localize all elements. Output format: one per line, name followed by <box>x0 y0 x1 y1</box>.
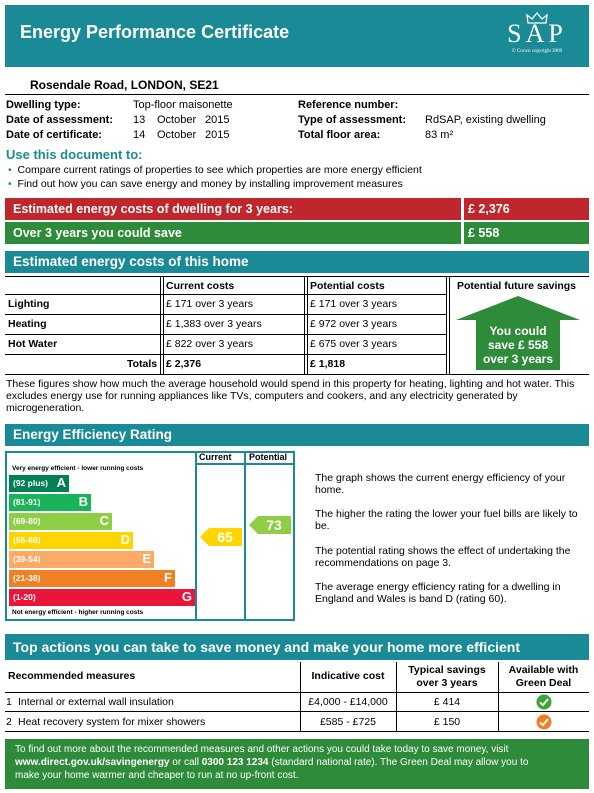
certificate-day: 14 <box>133 129 146 141</box>
table-rule <box>5 314 446 315</box>
rating-band-letter: E <box>142 551 151 566</box>
efficiency-heading: Energy Efficiency Rating <box>5 424 589 446</box>
totals-label: Totals <box>127 358 158 370</box>
rating-band-b <box>9 494 91 511</box>
certificate-month: October <box>157 129 197 141</box>
rating-band-range: (1-20) <box>13 592 36 602</box>
total-potential: £ 1,818 <box>310 358 346 370</box>
rating-band-g <box>9 589 195 606</box>
assessment-month: October <box>157 114 197 126</box>
table-rule <box>5 731 589 732</box>
rating-band-e <box>9 551 154 568</box>
row-lighting-label: Lighting <box>8 298 50 310</box>
bottom-caption: Not energy efficient - higher running costs <box>12 609 144 616</box>
savings-label: Over 3 years you could save <box>13 226 182 240</box>
logo-copyright: © Crown copyright 2009 <box>511 49 563 54</box>
rating-band-range: (81-91) <box>13 497 41 507</box>
assessment-day: 13 <box>133 114 146 126</box>
table-rule <box>5 334 446 335</box>
costs-heading: Estimated energy costs of this home <box>5 251 589 273</box>
table-rule <box>163 276 164 374</box>
col-green-deal: Available with Green Deal <box>508 664 579 689</box>
measure-1-saving: £ 414 <box>433 696 461 708</box>
rating-band-letter: D <box>120 532 130 547</box>
total-current: £ 2,376 <box>166 358 202 370</box>
hot-water-potential: £ 675 over 3 years <box>310 338 397 350</box>
estimated-costs-bar <box>5 198 589 220</box>
use-document-bullet-2: • Find out how you can save energy and money by installing improvement measures <box>8 178 403 190</box>
measure-2-number: 2 <box>6 716 12 728</box>
rating-band-letter: F <box>164 570 172 585</box>
bar-divider <box>461 222 464 244</box>
table-rule <box>307 276 308 374</box>
assessment-type-value: RdSAP, existing dwelling <box>425 114 546 126</box>
heating-current: £ 1,383 over 3 years <box>166 318 262 330</box>
page-title: Energy Performance Certificate <box>20 22 290 42</box>
col-indicative-cost: Indicative cost <box>311 670 385 682</box>
rating-band-range: (39-54) <box>13 554 41 564</box>
rating-text-1: The graph shows the current energy efficiency of your home. <box>315 472 566 496</box>
actions-heading: Top actions you can take to save money and make your home more efficient <box>5 634 589 660</box>
grid-line <box>5 619 295 621</box>
col-potential-costs: Potential costs <box>310 280 385 292</box>
rating-text-2: The higher the rating the lower your fuel bills are likely to be. <box>315 508 578 532</box>
row-hot-water-label: Hot Water <box>8 338 58 350</box>
dwelling-type-value: Top-floor maisonette <box>133 99 233 111</box>
savings-bar <box>5 222 589 244</box>
estimated-costs-label: Estimated energy costs of dwelling for 3 years: <box>13 202 293 216</box>
savingenergy-link[interactable]: www.direct.gov.uk/savingenergy <box>15 757 170 768</box>
rating-band-letter: A <box>56 475 66 490</box>
footer-info: To find out more about the recommended measures and other actions you could take today to save money, visit www.direct.gov.uk/savingenergy or call 0300 123 1234 (standard national rate). The Green Deal may allow you to make your home warmer and cheaper to run at no up-front cost. <box>5 739 589 789</box>
sap-logo <box>494 12 580 62</box>
rating-band-range: (69-80) <box>13 516 41 526</box>
rating-band-letter: B <box>78 494 88 509</box>
table-rule <box>304 276 305 374</box>
savings-value: £ 558 <box>468 226 500 240</box>
top-caption: Very energy efficient - lower running costs <box>12 465 144 472</box>
reference-label: Reference number: <box>298 99 399 111</box>
table-rule <box>446 276 447 374</box>
table-rule <box>5 354 446 355</box>
assessment-type-label: Type of assessment: <box>298 114 407 126</box>
grid-line <box>5 451 7 621</box>
rating-band-range: (55-68) <box>13 535 41 545</box>
rating-band-letter: C <box>99 513 109 528</box>
table-rule <box>5 276 589 277</box>
lighting-current: £ 171 over 3 years <box>166 298 253 310</box>
measure-1-cost: £4,000 - £14,000 <box>308 696 388 708</box>
rating-text-3: The potential rating shows the effect of undertaking the recommendations on page 3. <box>315 545 571 569</box>
col-potential-rating: Potential <box>249 452 288 462</box>
sap-logo-text: SAP <box>507 19 567 48</box>
measure-1-name: Internal or external wall insulation <box>18 696 174 708</box>
dwelling-type-label: Dwelling type: <box>6 99 81 111</box>
address-divider <box>5 94 589 95</box>
col-measures: Recommended measures <box>8 670 136 682</box>
heating-potential: £ 972 over 3 years <box>310 318 397 330</box>
property-address: Rosendale Road, LONDON, SE21 <box>30 78 219 92</box>
measure-2-name: Heat recovery system for mixer showers <box>18 716 206 728</box>
measure-2-saving: £ 150 <box>433 716 461 728</box>
floor-area-value: 83 m² <box>425 129 454 141</box>
table-rule <box>5 692 589 693</box>
grid-line <box>195 463 295 465</box>
potential-rating-value: 73 <box>266 517 282 533</box>
table-rule <box>160 276 161 374</box>
bar-divider <box>461 198 464 220</box>
floor-area-label: Total floor area: <box>298 129 381 141</box>
grid-line <box>195 451 197 621</box>
table-rule <box>5 711 589 712</box>
row-heating-label: Heating <box>8 318 47 330</box>
hot-water-current: £ 822 over 3 years <box>166 338 253 350</box>
col-current-costs: Current costs <box>166 280 235 292</box>
rating-band-c <box>9 513 112 530</box>
current-rating-value: 65 <box>217 529 233 545</box>
grid-line <box>293 451 295 621</box>
assessment-year: 2015 <box>205 114 230 126</box>
use-document-heading: Use this document to: <box>6 147 143 162</box>
rating-band-range: (92 plus) <box>13 478 48 488</box>
col-potential-savings: Potential future savings <box>457 280 577 292</box>
table-rule <box>5 374 589 375</box>
rating-band-f <box>9 570 175 587</box>
green-deal-check-icon <box>536 694 552 710</box>
measure-2-cost: £585 - £725 <box>319 716 377 728</box>
crown-icon <box>526 12 548 24</box>
green-deal-check-icon <box>536 714 552 730</box>
phone-number: 0300 123 1234 <box>201 757 269 768</box>
use-document-bullet-1: • Compare current ratings of properties to see which properties are more energy efficient <box>8 164 422 176</box>
savings-arrow-text: You could save £ 558 over 3 years <box>482 324 554 366</box>
rating-band-a <box>9 475 69 492</box>
certificate-date-label: Date of certificate: <box>6 129 102 141</box>
col-current-rating: Current <box>199 452 232 462</box>
rating-band-range: (21-38) <box>13 573 41 583</box>
measure-1-number: 1 <box>6 696 12 708</box>
col-typical-savings: Typical savings over 3 years <box>408 664 486 689</box>
table-rule <box>449 276 450 374</box>
rating-band-d <box>9 532 133 549</box>
grid-line <box>244 451 246 621</box>
table-rule <box>5 294 446 295</box>
rating-band-letter: G <box>181 589 192 604</box>
certificate-year: 2015 <box>205 129 230 141</box>
costs-note: These figures show how much the average household would spend in this property for heating, lighting and hot water. This excludes energy use for running appliances like TVs, computers and cookers, and any electricity generated by microgeneration. <box>6 378 575 414</box>
lighting-potential: £ 171 over 3 years <box>310 298 397 310</box>
estimated-costs-value: £ 2,376 <box>468 202 510 216</box>
rating-text-4: The average energy efficiency rating for a dwelling in England and Wales is band D (rating 60). <box>315 581 561 605</box>
assessment-date-label: Date of assessment: <box>6 114 113 126</box>
